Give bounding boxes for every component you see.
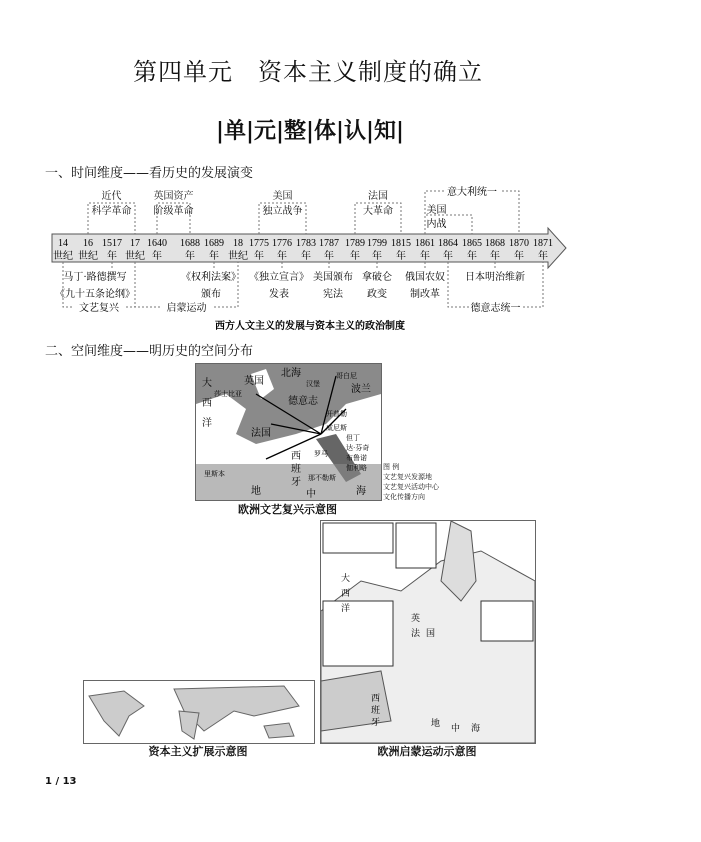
period-bracket [448, 262, 543, 307]
tick-label: 1775 [249, 238, 269, 249]
map-label: 莎士比亚 [214, 390, 242, 398]
map-label: 罗马 [314, 450, 328, 458]
tick-unit: 年 [152, 251, 162, 262]
event-label: 发表 [269, 289, 289, 300]
tick-label: 1865 [462, 238, 482, 249]
period-label: 启蒙运动 [166, 303, 207, 314]
tick-unit: 世纪 [53, 251, 73, 262]
event-label: 拿破仑 [362, 272, 392, 283]
tick-label: 1815 [391, 238, 411, 249]
renaissance-map [195, 363, 382, 501]
tick-unit: 年 [254, 251, 264, 262]
map-label: 北海 [281, 368, 301, 379]
map-label: 西 [202, 398, 212, 409]
timeline-caption: 西方人文主义的发展与资本主义的政治制度 [215, 321, 405, 332]
map-label: 那不勒斯 [308, 474, 336, 482]
tick-label: 17 [130, 238, 140, 249]
map2-caption: 欧洲启蒙运动示意图 [377, 745, 477, 758]
period-label: 德意志统一 [470, 303, 521, 314]
tick-unit: 年 [467, 251, 477, 262]
legend-item-center: 文艺复兴活动中心 [383, 483, 439, 491]
event-label: 美国 [426, 205, 447, 216]
tick-unit: 年 [185, 251, 195, 262]
event-label: 美国颁布 [313, 272, 353, 283]
tick-unit: 世纪 [125, 251, 145, 262]
map-label: 西 [291, 451, 301, 462]
legend-title: 图 例 [383, 463, 400, 471]
timeline-diagram [0, 185, 701, 335]
event-label: 法国 [368, 191, 388, 202]
map-label: 里斯本 [204, 470, 225, 478]
enlightenment-map [320, 520, 536, 744]
event-label: 俄国农奴 [405, 272, 445, 283]
map-label: 牙 [371, 717, 381, 727]
tick-label: 1871 [533, 238, 553, 249]
tick-label: 1640 [147, 238, 167, 249]
tick-unit: 年 [490, 251, 500, 262]
legend-item-origin: 文艺复兴发源地 [383, 473, 432, 481]
map-label: 英 [411, 613, 421, 623]
tick-label: 1517 [102, 238, 122, 249]
event-label: 《九十五条论纲》 [55, 289, 135, 300]
map-label: 洋 [202, 418, 212, 429]
tick-unit: 世纪 [78, 251, 98, 262]
tick-label: 16 [83, 238, 93, 249]
event-label: 颁布 [201, 289, 221, 300]
map-label: 布鲁诺 [346, 454, 367, 462]
tick-label: 1799 [367, 238, 387, 249]
map3-caption: 资本主义扩展示意图 [148, 745, 248, 758]
event-label: 《权利法案》 [181, 272, 241, 283]
tick-label: 1783 [296, 238, 316, 249]
unit-subtitle: |单|元|整|体|认|知| [215, 118, 405, 144]
map-label: 英国 [244, 376, 264, 387]
map-label: 大 [341, 573, 351, 583]
unit-title: 第四单元 资本主义制度的确立 [133, 58, 483, 86]
map-label: 海 [356, 486, 366, 497]
map-label: 汉堡 [306, 380, 320, 388]
tick-unit: 年 [277, 251, 287, 262]
map-label: 法 [411, 628, 421, 638]
tick-unit: 年 [372, 251, 382, 262]
tick-label: 1689 [204, 238, 224, 249]
map-label: 开普勒 [326, 410, 347, 418]
tick-label: 1870 [509, 238, 529, 249]
tick-label: 1787 [319, 238, 339, 249]
map-label: 中 [451, 723, 461, 733]
tick-unit: 年 [301, 251, 311, 262]
map-label: 但丁 [346, 434, 360, 442]
event-label: 内战 [426, 219, 447, 230]
tick-unit: 年 [324, 251, 334, 262]
map-label: 大 [202, 378, 212, 389]
map-label: 哥白尼 [336, 372, 357, 380]
map-label: 地 [251, 486, 261, 497]
map-label: 洋 [341, 603, 351, 613]
map-label: 国 [426, 628, 436, 638]
event-label: 近代 [101, 191, 122, 202]
tick-unit: 年 [107, 251, 117, 262]
map-label: 威尼斯 [326, 424, 347, 432]
capitalism-expansion-map [83, 680, 315, 744]
tick-label: 1864 [438, 238, 458, 249]
map1-legend [383, 462, 439, 502]
map-label: 班 [291, 464, 301, 475]
map-label: 法国 [251, 428, 271, 439]
tick-unit: 年 [209, 251, 219, 262]
event-label: 英国资产 [153, 191, 194, 202]
legend-item-direction: 文化传播方向 [383, 493, 425, 501]
tick-label: 1776 [272, 238, 292, 249]
tick-unit: 年 [396, 251, 406, 262]
event-label: 独立战争 [262, 206, 303, 217]
tick-unit: 年 [538, 251, 548, 262]
tick-unit: 年 [350, 251, 360, 262]
map-label: 地 [431, 718, 441, 728]
tick-label: 1789 [345, 238, 365, 249]
event-label: 阶级革命 [153, 206, 194, 217]
map-label: 中 [306, 489, 316, 500]
tick-unit: 年 [420, 251, 430, 262]
event-label: 美国 [272, 191, 293, 202]
event-label: 制改革 [410, 289, 440, 300]
tick-label: 1688 [180, 238, 200, 249]
event-label: 宪法 [323, 289, 343, 300]
map-label: 西 [371, 693, 381, 703]
event-label: 意大利统一 [447, 187, 497, 198]
page-number: 1 / 13 [45, 776, 77, 787]
event-label: 日本明治维新 [465, 272, 525, 283]
tick-unit: 年 [514, 251, 524, 262]
tick-unit: 年 [443, 251, 453, 262]
event-label: 科学革命 [91, 206, 132, 217]
tick-label: 1861 [415, 238, 435, 249]
tick-label: 14 [58, 238, 68, 249]
event-label: 马丁·路德撰写 [63, 272, 127, 283]
map-label: 海 [471, 723, 481, 733]
period-label: 文艺复兴 [79, 303, 119, 314]
map-label: 达·芬奇 [346, 444, 370, 452]
tick-label: 1868 [485, 238, 505, 249]
map-label: 西 [341, 588, 351, 598]
map1-caption: 欧洲文艺复兴示意图 [238, 503, 337, 516]
event-label: 政变 [367, 289, 387, 300]
event-label: 《独立宣言》 [249, 272, 309, 283]
map-label: 牙 [291, 477, 301, 488]
map-label: 德意志 [288, 396, 318, 407]
map-label: 班 [371, 705, 381, 715]
map-label: 伽利略 [346, 464, 367, 472]
tick-unit: 世纪 [228, 251, 248, 262]
event-label: 大革命 [363, 206, 393, 217]
section-heading-space: 二、空间维度——明历史的空间分布 [45, 344, 254, 359]
map-label: 波兰 [351, 384, 371, 395]
period-bracket [63, 262, 135, 307]
section-heading-time: 一、时间维度——看历史的发展演变 [45, 166, 254, 181]
period-bracket [135, 262, 238, 307]
tick-label: 18 [233, 238, 243, 249]
